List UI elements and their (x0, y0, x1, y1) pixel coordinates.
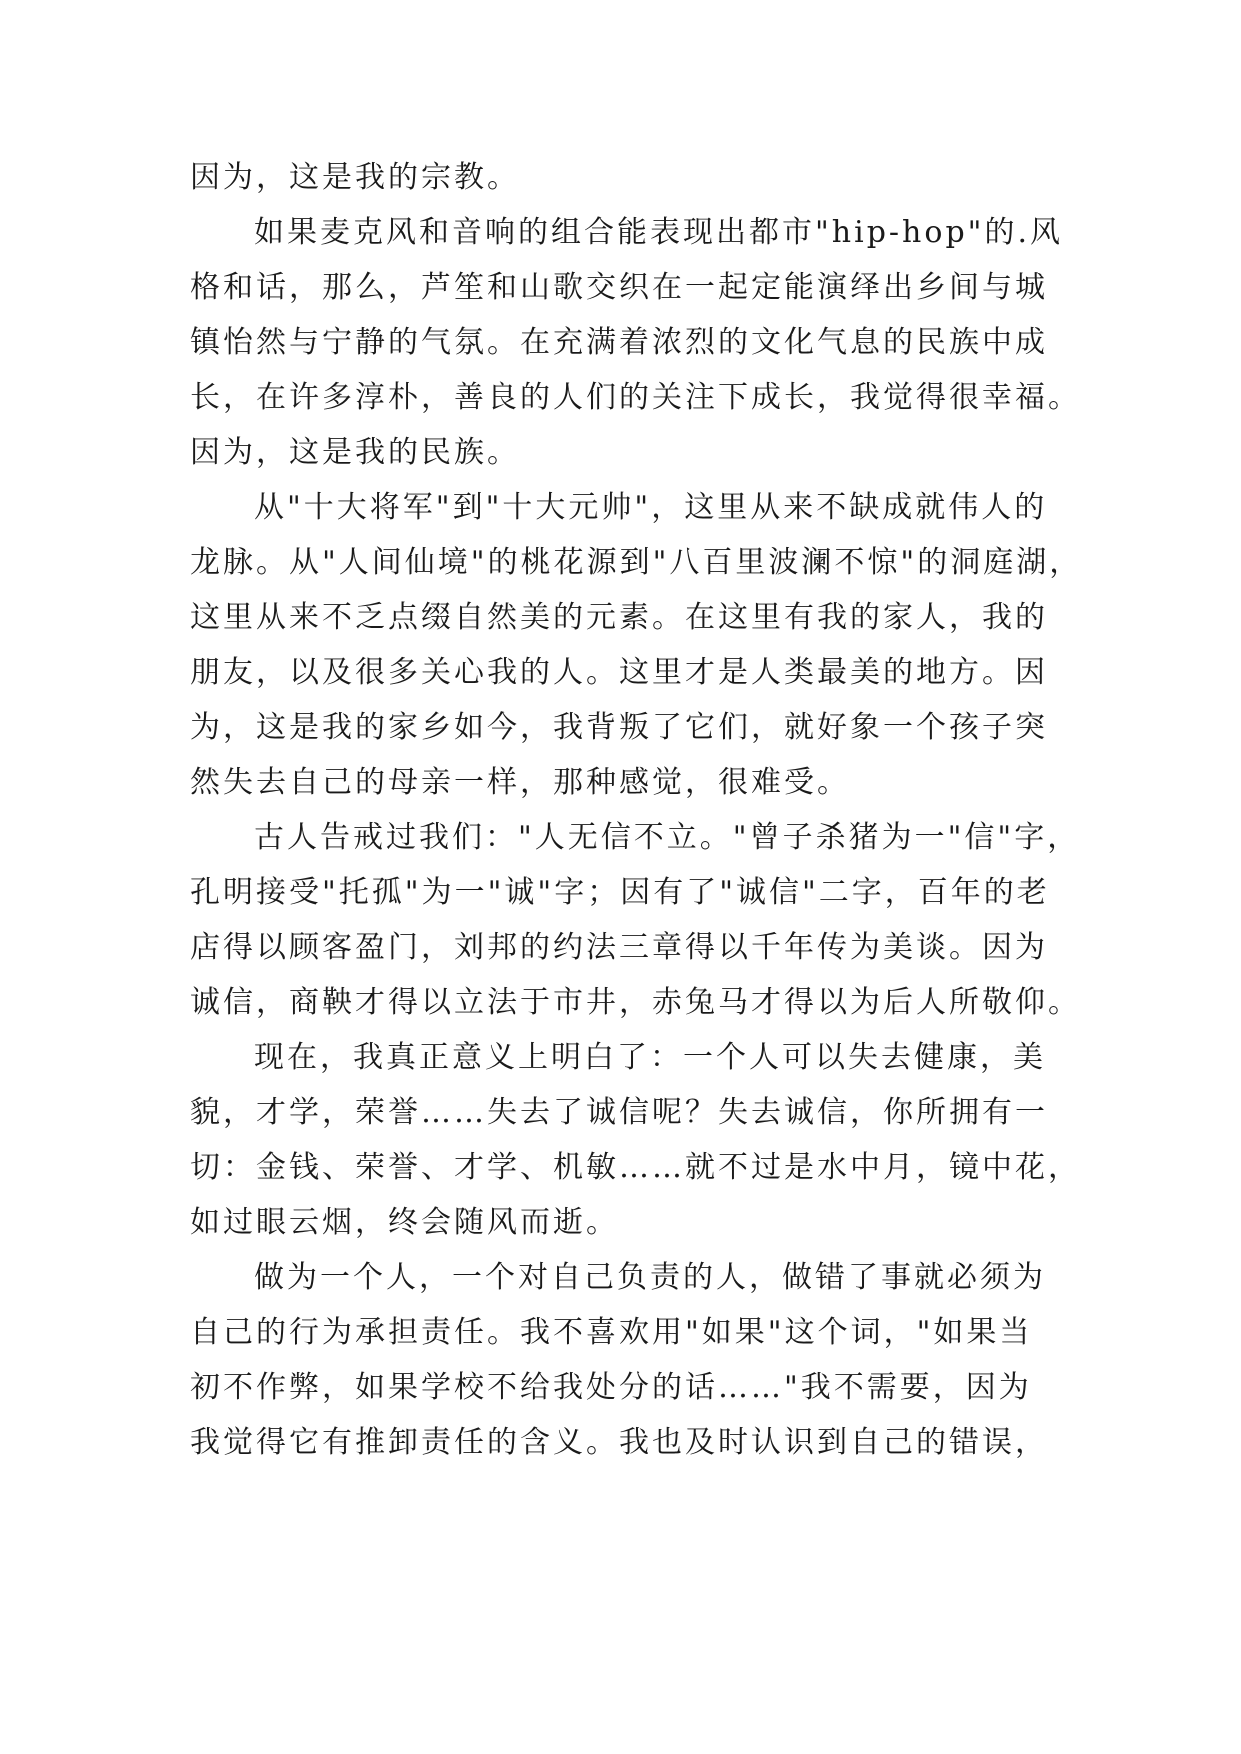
text-line: 然失去自己的母亲一样，那种感觉，很难受。 (190, 765, 850, 800)
text-line: 诚信，商鞅才得以立法于市井，赤兔马才得以为后人所敬仰。 (190, 985, 1081, 1020)
text-line: 店得以顾客盈门，刘邦的约法三章得以千年传为美谈。因为 (190, 930, 1048, 965)
text-line: 格和话，那么，芦笙和山歌交织在一起定能演绎出乡间与城 (190, 270, 1048, 305)
text-line: 因为，这是我的宗教。 (190, 160, 520, 195)
text-line: 如过眼云烟，终会随风而逝。 (190, 1205, 619, 1240)
text-line: 朋友，以及很多关心我的人。这里才是人类最美的地方。因 (190, 655, 1048, 690)
text-line: 因为，这是我的民族。 (190, 435, 520, 470)
paragraph-start-line: 古人告戒过我们："人无信不立。"曾子杀猪为一"信"字， (254, 820, 1081, 855)
paragraph-start-line: 做为一个人，一个对自己负责的人，做错了事就必须为 (254, 1260, 1046, 1295)
paragraph-start-line: 如果麦克风和音响的组合能表现出都市"hip-hop"的.风 (254, 215, 1063, 250)
text-line: 初不作弊，如果学校不给我处分的话……"我不需要，因为 (190, 1370, 1032, 1405)
text-line: 自己的行为承担责任。我不喜欢用"如果"这个词，"如果当 (190, 1315, 1033, 1350)
text-line: 切：金钱、荣誉、才学、机敏……就不过是水中月，镜中花， (190, 1150, 1081, 1185)
text-line: 我觉得它有推卸责任的含义。我也及时认识到自己的错误， (190, 1425, 1048, 1460)
paragraph-start-line: 从"十大将军"到"十大元帅"，这里从来不缺成就伟人的 (254, 490, 1048, 525)
text-line: 长，在许多淳朴，善良的人们的关注下成长，我觉得很幸福。 (190, 380, 1081, 415)
text-line: 孔明接受"托孤"为一"诚"字；因有了"诚信"二字，百年的老 (190, 875, 1050, 910)
text-line: 貌，才学，荣誉……失去了诚信呢？失去诚信，你所拥有一 (190, 1095, 1048, 1130)
text-line: 龙脉。从"人间仙境"的桃花源到"八百里波澜不惊"的洞庭湖， (190, 545, 1083, 580)
body-text (190, 150, 1083, 1470)
paragraph-start-line: 现在，我真正意义上明白了：一个人可以失去健康，美 (254, 1040, 1046, 1075)
text-line: 镇怡然与宁静的气氛。在充满着浓烈的文化气息的民族中成 (190, 325, 1048, 360)
text-line: 这里从来不乏点缀自然美的元素。在这里有我的家人，我的 (190, 600, 1048, 635)
text-line: 为，这是我的家乡如今，我背叛了它们，就好象一个孩子突 (190, 710, 1048, 745)
